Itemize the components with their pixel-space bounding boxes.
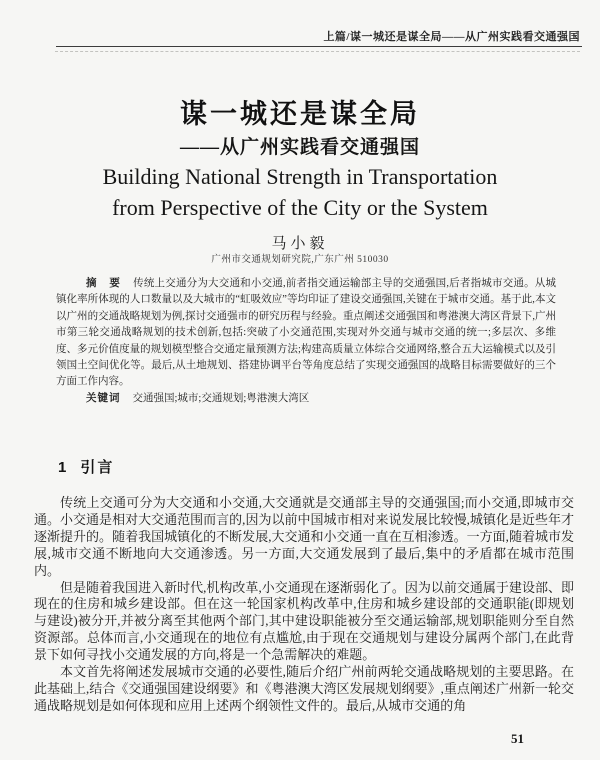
header-rule [56, 46, 582, 47]
article-title-english [0, 161, 600, 223]
header-rule-scan-ghost [55, 51, 580, 52]
section-number: 1 [58, 459, 67, 476]
body-text [34, 495, 574, 715]
abstract-text: 传统上交通分为大交通和小交通,前者指交通运输部主导的交通强国,后者指城市交通。从城镇化率所体现的人口数量以及大城市的“虹吸效应”等均印证了建设交通强国,关键在于城市交通。基于此,本文以广州的交通战略规划为例,探讨交通强市的研究历程与经验。重点阐述交通强国和粤港澳大湾区背景下,广州市第三轮交通战略规划的技术创新,包括:突破了小交通范围,实现对外交通与城市交通的统一;多层次、多维度、多元价值度量的规划模型整合交通定量预测方法;构建高质量立体综合交通网络,整合五大运输模式以及引领国土空间优化等。最后,从土地规划、搭建协调平台等角度总结了实现交通强国的战略目标需要做好的三个方面工作内容。 [56, 278, 557, 388]
author-affiliation: 广州市交通规划研究院,广东广州 510030 [211, 255, 389, 265]
section-heading-introduction [58, 456, 114, 477]
author-name: 马小毅 [271, 236, 329, 252]
body-paragraph-3: 本文首先将阐述发展城市交通的必要性,随后介绍广州前两轮交通战略规划的主要思路。在此基础上,结合《交通强国建设纲要》和《粤港澳大湾区发展规划纲要》,重点阐述广州新一轮交通战略规划是如何体现和应用上述两个纲领性文件的。最后,从城市交通的角 [34, 664, 574, 713]
body-paragraph-2: 但是随着我国进入新时代,机构改革,小交通现在逐渐弱化了。因为以前交通属于建设部、即现在的住房和城乡建设部。但在这一轮国家机构改革中,住房和城乡建设部的交通职能(即规划与建设)被分开,并被分离至其他两个部门,其中建设职能被分至交通运输部,规划职能则分至自然资源部。总体而言,小交通现在的地位有点尴尬,由于现在交通规划与建设分属两个部门,在此背景下如何寻找小交通发展的方向,将是一个急需解决的难题。 [34, 579, 574, 663]
abstract-paragraph [56, 276, 556, 391]
keywords-line [56, 391, 556, 407]
article-subtitle-chinese: ——从广州实践看交通强国 [179, 137, 420, 158]
article-title-english-line1: Building National Strength in Transportation [102, 164, 498, 189]
body-paragraph-1: 传统上交通可分为大交通和小交通,大交通就是交通部主导的交通强国;而小交通,即城市交通。小交通是相对大交通范围而言的,因为以前中国城市相对来说发展比较慢,城镇化是近些年才逐渐提升的。随着我国城镇化的不断发展,大交通和小交通一直在互相渗透。一方面,随着城市发展,城市交通不断地向大交通渗透。另一方面,大交通发展到了最后,集中的矛盾都在城市范围内。 [34, 495, 574, 578]
article-title-chinese: 谋一城还是谋全局 [180, 99, 420, 129]
page-number: 51 [511, 731, 524, 746]
running-header: 上篇/谋一城还是谋全局——从广州实践看交通强国 [323, 31, 580, 43]
section-title: 引言 [80, 459, 115, 476]
article-title-english-line2: from Perspective of the City or the System [112, 195, 488, 220]
abstract-label: 摘 要 [86, 278, 122, 289]
keywords-label: 关键词 [86, 392, 121, 404]
abstract-block [56, 276, 556, 407]
keywords-text: 交通强国;城市;交通规划;粤港澳大湾区 [132, 392, 310, 404]
